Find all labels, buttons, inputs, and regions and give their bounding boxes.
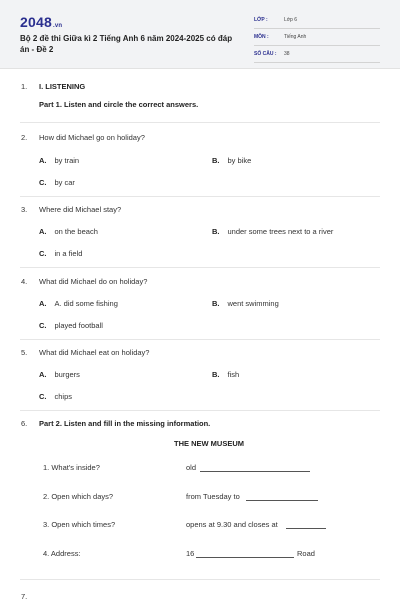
- option-text: by train: [54, 156, 80, 165]
- answer-blank[interactable]: [246, 500, 318, 501]
- option-letter: C.: [39, 392, 47, 401]
- divider: [20, 579, 380, 580]
- option-text: fish: [227, 370, 240, 379]
- divider: [20, 122, 380, 123]
- meta-count-label: SỐ CÂU :: [254, 51, 277, 57]
- option-b[interactable]: [212, 227, 333, 237]
- meta-class-label: LỚP :: [254, 17, 268, 23]
- option-b[interactable]: [212, 299, 279, 309]
- question-number: 5.: [21, 348, 28, 357]
- option-letter: A.: [39, 227, 47, 236]
- site-logo[interactable]: [20, 14, 62, 30]
- header: [0, 0, 400, 69]
- option-text: went swimming: [227, 299, 279, 308]
- option-letter: C.: [39, 249, 47, 258]
- option-letter: B.: [212, 370, 220, 379]
- fill-row-prefix: old: [186, 463, 197, 472]
- option-text: played football: [54, 321, 103, 330]
- answer-blank[interactable]: [196, 557, 294, 558]
- option-text: under some trees next to a river: [227, 227, 334, 236]
- option-text: in a field: [54, 249, 83, 258]
- option-letter: A.: [39, 156, 47, 165]
- fill-row-prefix: from Tuesday to: [186, 492, 240, 501]
- question-text: Where did Michael stay?: [39, 205, 122, 214]
- fill-row-label: 3. Open which times?: [43, 520, 116, 529]
- option-text: burgers: [54, 370, 80, 379]
- option-letter: B.: [212, 227, 220, 236]
- option-a[interactable]: [39, 227, 98, 237]
- option-b[interactable]: [212, 370, 239, 380]
- fill-row-suffix: Road: [297, 549, 315, 558]
- option-letter: C.: [39, 178, 47, 187]
- section-heading: I. LISTENING: [39, 82, 86, 91]
- part-heading: Part 1. Listen and circle the correct answers.: [39, 100, 199, 109]
- question-number: 1.: [21, 82, 28, 91]
- option-letter: B.: [212, 299, 220, 308]
- question-number: 6.: [21, 419, 28, 428]
- fill-row-label: 2. Open which days?: [43, 492, 114, 501]
- fill-row-label: 1. What's inside?: [43, 463, 100, 472]
- meta-class-value: Lớp 6: [284, 17, 298, 23]
- option-c[interactable]: [39, 178, 75, 188]
- logo-text: 2048: [20, 14, 52, 30]
- meta-subject-label: MÔN :: [254, 34, 269, 40]
- option-text: on the beach: [54, 227, 98, 236]
- exam-meta: [254, 16, 380, 67]
- option-letter: A.: [39, 299, 47, 308]
- option-c[interactable]: [39, 249, 82, 259]
- question-number: 2.: [21, 133, 28, 142]
- question-number: 3.: [21, 205, 28, 214]
- question-text: What did Michael eat on holiday?: [39, 348, 150, 357]
- divider: [20, 267, 380, 268]
- fill-row-prefix: opens at 9.30 and closes at: [186, 520, 278, 529]
- fill-row-prefix: 16: [186, 549, 195, 558]
- option-c[interactable]: [39, 321, 103, 331]
- option-text: by bike: [227, 156, 252, 165]
- option-a[interactable]: [39, 156, 79, 166]
- option-text: A. did some fishing: [54, 299, 118, 308]
- option-a[interactable]: [39, 299, 118, 309]
- question-number: 7.: [21, 592, 28, 601]
- option-c[interactable]: [39, 392, 72, 402]
- question-text: What did Michael do on holiday?: [39, 277, 148, 286]
- answer-blank[interactable]: [200, 471, 310, 472]
- option-text: by car: [54, 178, 75, 187]
- meta-subject-row: [254, 33, 380, 46]
- meta-count-value: 38: [284, 51, 290, 57]
- question-number: 4.: [21, 277, 28, 286]
- option-letter: A.: [39, 370, 47, 379]
- exam-title: Bộ 2 đề thi Giữa kì 2 Tiếng Anh 6 năm 2024-2025 có đáp án - Đề 2: [20, 34, 233, 54]
- divider: [20, 196, 380, 197]
- question-text: How did Michael go on holiday?: [39, 133, 145, 142]
- answer-blank[interactable]: [286, 528, 326, 529]
- meta-subject-value: Tiếng Anh: [284, 34, 307, 40]
- option-text: chips: [54, 392, 73, 401]
- table-title: THE NEW MUSEUM: [174, 439, 244, 448]
- part-heading: Part 2. Listen and fill in the missing information.: [39, 419, 211, 428]
- meta-count-row: [254, 50, 380, 63]
- option-letter: C.: [39, 321, 47, 330]
- option-letter: B.: [212, 156, 220, 165]
- fill-row-label: 4. Address:: [43, 549, 81, 558]
- divider: [20, 410, 380, 411]
- option-b[interactable]: [212, 156, 251, 166]
- divider: [20, 339, 380, 340]
- logo-suffix: .vn: [52, 23, 63, 29]
- meta-class-row: [254, 16, 380, 29]
- option-a[interactable]: [39, 370, 80, 380]
